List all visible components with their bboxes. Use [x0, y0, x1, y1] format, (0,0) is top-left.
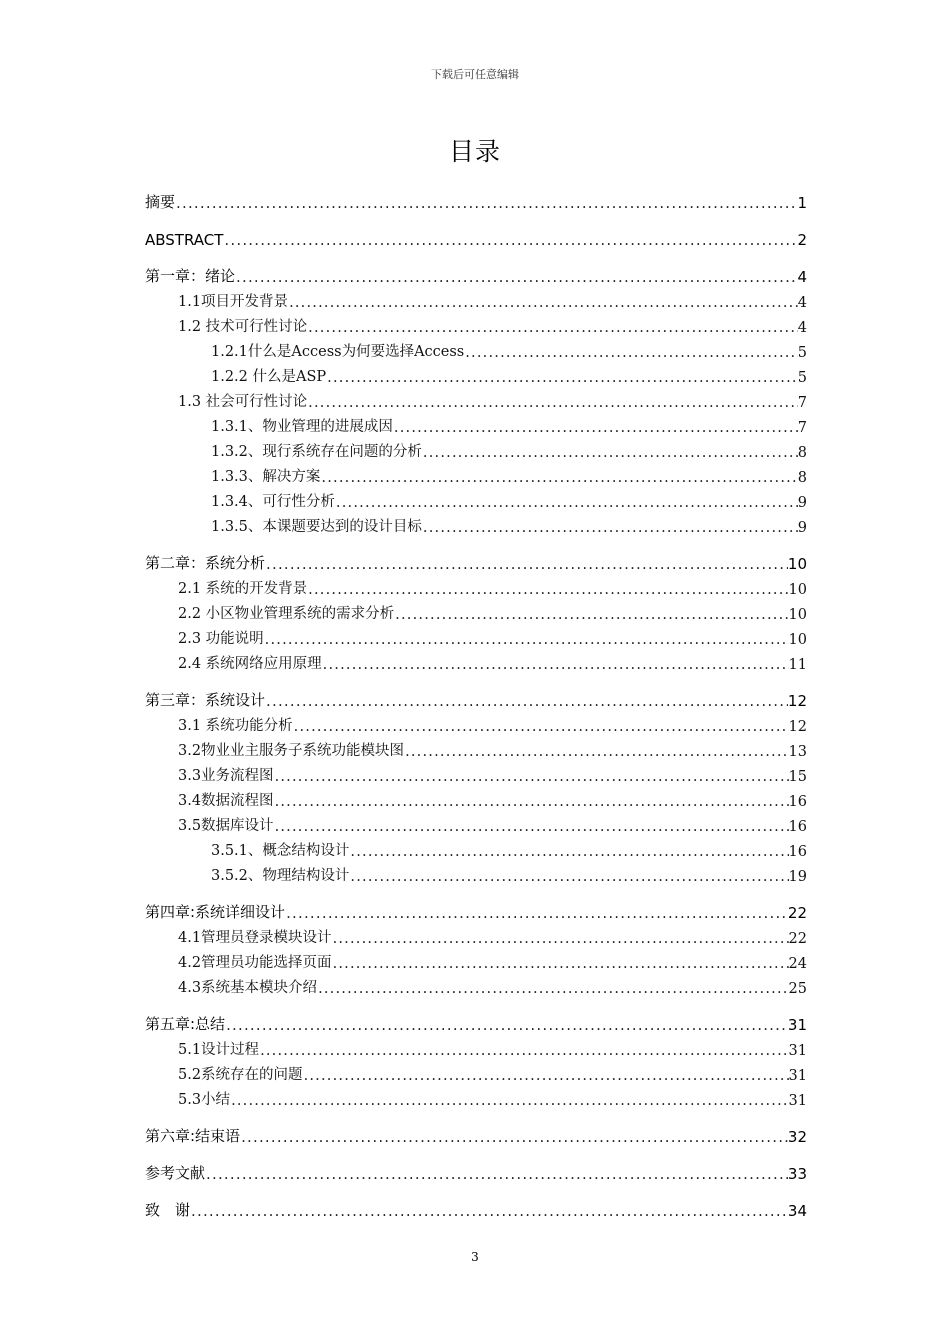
toc-entry[interactable]: [145, 1158, 807, 1183]
dot-leader: [293, 719, 789, 735]
toc-entry-page: 31: [788, 1093, 807, 1109]
toc-entry-title: 摘要: [145, 193, 176, 211]
toc-entry[interactable]: [145, 735, 807, 760]
toc-entry-title: 致 谢: [145, 1201, 191, 1219]
toc-entry-title: 3.4数据流程图: [178, 793, 274, 809]
toc-entry[interactable]: [145, 1009, 807, 1034]
toc-entry-title: 第六章:结束语: [145, 1127, 241, 1145]
toc-entry-page: 22: [787, 904, 807, 922]
toc-entry[interactable]: [145, 1121, 807, 1146]
dot-leader: [303, 1068, 789, 1084]
toc-entry-title: 4.1管理员登录模块设计: [178, 930, 332, 946]
toc-entry-page: 16: [788, 844, 807, 860]
toc-entry-title: 1.2.1什么是Access为何要选择Access: [211, 344, 465, 360]
toc-entry-title: 3.2物业业主服务子系统功能模块图: [178, 743, 405, 759]
dot-leader: [404, 744, 788, 760]
dot-leader: [422, 445, 798, 461]
dot-leader: [464, 345, 798, 361]
toc-entry[interactable]: [145, 336, 807, 361]
toc-entry[interactable]: [145, 386, 807, 411]
toc-entry-page: 8: [797, 470, 807, 486]
toc-entry-title: 1.3.2、现行系统存在问题的分析: [211, 444, 422, 460]
dot-leader: [190, 1202, 788, 1220]
toc-entry[interactable]: [145, 835, 807, 860]
toc-entry-page: 10: [788, 582, 807, 598]
toc-entry[interactable]: [145, 598, 807, 623]
dot-leader: [230, 1093, 788, 1109]
toc-entry[interactable]: [145, 511, 807, 536]
toc-entry[interactable]: [145, 311, 807, 336]
toc-entry[interactable]: [145, 710, 807, 735]
toc-entry-page: 5: [797, 345, 807, 361]
toc-entry-title: 第三章：系统设计: [145, 691, 266, 709]
toc-entry[interactable]: [145, 785, 807, 810]
toc-entry-page: 4: [797, 268, 807, 286]
dot-leader: [274, 769, 789, 785]
toc-entry-page: 10: [787, 555, 807, 573]
toc-entry-page: 22: [788, 931, 807, 947]
page-number: 3: [471, 1250, 479, 1264]
toc-entry[interactable]: [145, 286, 807, 311]
toc-entry[interactable]: [145, 648, 807, 673]
toc-entry[interactable]: [145, 573, 807, 598]
toc-entry[interactable]: [145, 548, 807, 573]
toc-entry-page: 9: [797, 520, 807, 536]
toc-entry[interactable]: [145, 922, 807, 947]
dot-leader: [320, 470, 797, 486]
toc-entry-page: 9: [797, 495, 807, 511]
dot-leader: [307, 320, 798, 336]
toc-entry-title: 参考文献: [145, 1164, 206, 1182]
toc-entry[interactable]: [145, 187, 807, 212]
dot-leader: [394, 607, 788, 623]
dot-leader: [349, 869, 788, 885]
dot-leader: [307, 395, 798, 411]
toc-entry-page: 7: [797, 395, 807, 411]
toc-entry-page: 4: [797, 295, 807, 311]
toc-entry-title: 1.3 社会可行性讨论: [178, 394, 308, 410]
toc-entry-page: 8: [797, 445, 807, 461]
toc-entry-page: 32: [787, 1128, 807, 1146]
toc-entry[interactable]: [145, 461, 807, 486]
toc-entry-page: 10: [788, 607, 807, 623]
toc-entry[interactable]: [145, 685, 807, 710]
toc-entry-page: 10: [788, 632, 807, 648]
toc-entry-title: 5.2系统存在的问题: [178, 1067, 303, 1083]
dot-leader: [288, 295, 798, 311]
toc-entry-title: ABSTRACT: [145, 231, 224, 249]
toc-entry-title: 1.2 技术可行性讨论: [178, 319, 308, 335]
toc-entry-page: 16: [788, 794, 807, 810]
toc-entry-title: 1.2.2 什么是ASP: [211, 369, 327, 385]
toc-entry-title: 1.3.5、本课题要达到的设计目标: [211, 519, 422, 535]
toc-entry-title: 第五章:总结: [145, 1015, 226, 1033]
dot-leader: [264, 632, 789, 648]
toc-entry-title: 第二章：系统分析: [145, 554, 266, 572]
toc-entry-page: 7: [797, 420, 807, 436]
toc-entry-title: 2.4 系统网络应用原理: [178, 656, 322, 672]
toc-entry-title: 5.3小结: [178, 1092, 231, 1108]
dot-leader: [205, 1165, 788, 1183]
table-of-contents: [145, 187, 807, 1220]
toc-entry[interactable]: [145, 947, 807, 972]
toc-entry-page: 34: [787, 1202, 807, 1220]
toc-entry-page: 5: [797, 370, 807, 386]
dot-leader: [322, 657, 789, 673]
toc-entry-title: 4.3系统基本模块介绍: [178, 980, 318, 996]
toc-entry[interactable]: [145, 436, 807, 461]
toc-entry-title: 1.3.4、可行性分析: [211, 494, 335, 510]
page-title: 目录: [448, 137, 501, 166]
toc-entry-page: 31: [788, 1043, 807, 1059]
toc-entry[interactable]: [145, 1195, 807, 1220]
toc-entry-page: 4: [797, 320, 807, 336]
dot-leader: [225, 1016, 788, 1034]
dot-leader: [393, 420, 798, 436]
toc-entry[interactable]: [145, 1059, 807, 1084]
toc-entry[interactable]: [145, 1084, 807, 1109]
toc-entry-page: 15: [788, 769, 807, 785]
toc-entry-page: 31: [787, 1016, 807, 1034]
dot-leader: [317, 981, 788, 997]
dot-leader: [349, 844, 788, 860]
dot-leader: [274, 794, 789, 810]
toc-entry-title: 3.3业务流程图: [178, 768, 274, 784]
dot-leader: [259, 1043, 788, 1059]
toc-entry-title: 1.3.1、物业管理的进展成因: [211, 419, 393, 435]
toc-entry[interactable]: [145, 486, 807, 511]
toc-entry-page: 25: [788, 981, 807, 997]
dot-leader: [223, 231, 797, 249]
dot-leader: [265, 555, 788, 573]
dot-leader: [332, 956, 789, 972]
toc-entry-title: 2.3 功能说明: [178, 631, 264, 647]
toc-entry-title: 5.1设计过程: [178, 1042, 260, 1058]
toc-entry-page: 12: [787, 692, 807, 710]
dot-leader: [175, 194, 797, 212]
toc-entry-title: 2.1 系统的开发背景: [178, 581, 308, 597]
dot-leader: [335, 495, 798, 511]
toc-entry[interactable]: [145, 411, 807, 436]
toc-entry-title: 3.5数据库设计: [178, 818, 274, 834]
dot-leader: [332, 931, 789, 947]
toc-entry[interactable]: [145, 810, 807, 835]
dot-leader: [265, 692, 788, 710]
toc-entry-page: 2: [797, 231, 807, 249]
toc-entry-page: 24: [788, 956, 807, 972]
toc-entry[interactable]: [145, 224, 807, 249]
toc-entry-title: 3.5.1、概念结构设计: [211, 843, 350, 859]
page-header: 下载后可任意编辑: [431, 68, 519, 81]
toc-entry[interactable]: [145, 261, 807, 286]
toc-entry[interactable]: [145, 760, 807, 785]
toc-entry-page: 19: [788, 869, 807, 885]
toc-entry-page: 16: [788, 819, 807, 835]
toc-entry[interactable]: [145, 972, 807, 997]
toc-entry-title: 1.3.3、解决方案: [211, 469, 321, 485]
toc-entry[interactable]: [145, 361, 807, 386]
toc-entry-page: 33: [787, 1165, 807, 1183]
toc-entry-page: 1: [797, 194, 807, 212]
toc-entry-title: 第一章：绪论: [145, 267, 236, 285]
toc-entry-title: 2.2 小区物业管理系统的需求分析: [178, 606, 395, 622]
toc-entry-title: 1.1项目开发背景: [178, 294, 289, 310]
dot-leader: [235, 268, 797, 286]
toc-entry-title: 4.2管理员功能选择页面: [178, 955, 332, 971]
dot-leader: [422, 520, 798, 536]
toc-entry[interactable]: [145, 623, 807, 648]
toc-entry-page: 12: [788, 719, 807, 735]
toc-entry-title: 第四章:系统详细设计: [145, 903, 286, 921]
dot-leader: [285, 904, 788, 922]
toc-entry[interactable]: [145, 897, 807, 922]
toc-entry[interactable]: [145, 860, 807, 885]
toc-entry-title: 3.5.2、物理结构设计: [211, 868, 350, 884]
toc-entry-page: 31: [788, 1068, 807, 1084]
toc-entry-title: 3.1 系统功能分析: [178, 718, 293, 734]
dot-leader: [240, 1128, 788, 1146]
dot-leader: [274, 819, 789, 835]
dot-leader: [307, 582, 788, 598]
dot-leader: [326, 370, 798, 386]
toc-entry-page: 11: [788, 657, 807, 673]
toc-entry-page: 13: [788, 744, 807, 760]
toc-entry[interactable]: [145, 1034, 807, 1059]
